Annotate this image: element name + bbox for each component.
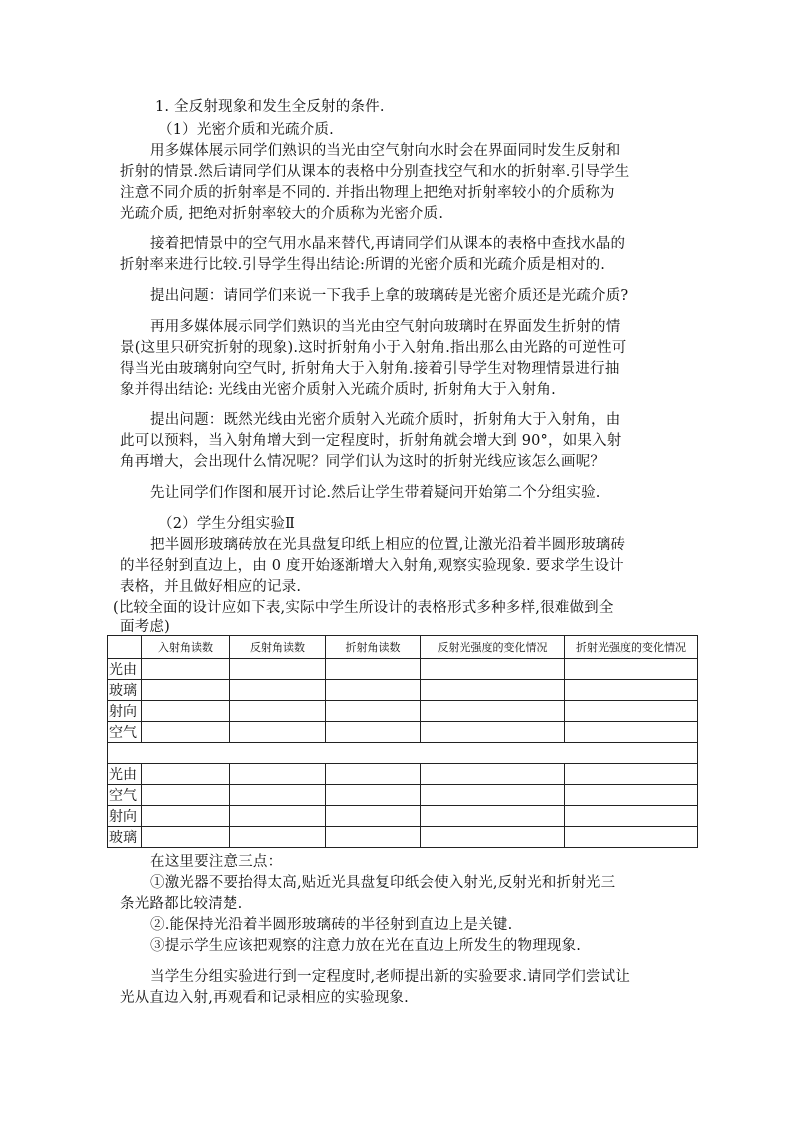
table-cell	[142, 827, 230, 848]
table-cell	[230, 806, 326, 827]
table-cell	[142, 764, 230, 785]
table-cell	[142, 806, 230, 827]
table-header-cell: 反射光强度的变化情况	[421, 636, 565, 659]
table-row	[108, 722, 698, 743]
table-cell	[421, 806, 565, 827]
table-separator-row	[108, 743, 698, 764]
table-row	[108, 764, 698, 785]
table-header-row	[108, 636, 698, 659]
row-label: 空气	[108, 722, 142, 743]
table-cell	[230, 659, 326, 680]
subsection-heading: （2）学生分组实验Ⅱ	[158, 516, 296, 532]
paragraph-line: 用多媒体展示同学们熟识的当光由空气射向水时会在界面同时发生反射和	[150, 143, 621, 159]
table-cell	[565, 701, 698, 722]
paragraph-line: 此可以预料，当入射角增大到一定程度时，折射角就会增大到 90°，如果入射	[120, 433, 622, 449]
table-row	[108, 785, 698, 806]
row-label: 玻璃	[108, 680, 142, 701]
table-cell	[421, 764, 565, 785]
paragraph-line: 提出问题：请同学们来说一下我手上拿的玻璃砖是光密介质还是光疏介质?	[150, 288, 629, 304]
table-cell	[326, 659, 421, 680]
paragraph-line: 当学生分组实验进行到一定程度时,老师提出新的实验要求.请同学们尝试让	[150, 969, 631, 985]
table-row	[108, 827, 698, 848]
paragraph-line: 再用多媒体展示同学们熟识的当光由空气射向玻璃时在界面发生折射的情	[150, 319, 621, 335]
note-line: ①激光器不要抬得太高,贴近光具盘复印纸会使入射光,反射光和折射光三	[150, 875, 616, 891]
row-label: 光由	[108, 764, 142, 785]
paragraph-line: 象并得出结论: 光线由光密介质射入光疏介质时, 折射角大于入射角.	[120, 382, 556, 398]
table-cell	[142, 659, 230, 680]
note-line: ②.能保持光沿着半圆形玻璃砖的半径射到直边上是关键.	[150, 917, 513, 933]
table-cell	[565, 764, 698, 785]
notes-heading: 在这里要注意三点：	[150, 854, 283, 870]
paragraph-line: 景(这里只研究折射的现象).这时折射角小于入射角.指出那么由光路的可逆性可	[120, 340, 627, 356]
table-cell	[565, 659, 698, 680]
table-cell	[421, 680, 565, 701]
subsection-heading: （1）光密介质和光疏介质.	[158, 122, 334, 138]
table-cell	[326, 806, 421, 827]
paragraph-line: 光从直边入射,再观看和记录相应的实验现象.	[120, 990, 409, 1006]
table-cell	[108, 636, 142, 659]
row-label: 光由	[108, 659, 142, 680]
table-cell	[326, 764, 421, 785]
table-cell	[230, 680, 326, 701]
paragraph-line: 先让同学们作图和展开讨论.然后让学生带着疑问开始第二个分组实验.	[150, 485, 601, 501]
paragraph-line: 表格，并且做好相应的记录.	[120, 579, 302, 595]
table-cell	[142, 701, 230, 722]
paragraph-line: 提出问题：既然光线由光密介质射入光疏介质时，折射角大于入射角，由	[150, 412, 621, 428]
paragraph-line: 注意不同介质的折射率是不同的. 并指出物理上把绝对折射率较小的介质称为	[120, 185, 615, 201]
table-cell	[565, 806, 698, 827]
row-label: 射向	[108, 806, 142, 827]
table-cell	[421, 701, 565, 722]
record-table	[107, 635, 698, 848]
table-row	[108, 659, 698, 680]
row-label: 空气	[108, 785, 142, 806]
note-line: 条光路都比较清楚.	[120, 896, 243, 912]
table-header-cell: 反射角读数	[230, 636, 326, 659]
table-cell	[326, 680, 421, 701]
table-header-cell: 折射角读数	[326, 636, 421, 659]
table-cell	[421, 827, 565, 848]
table-header-cell: 折射光强度的变化情况	[565, 636, 698, 659]
paragraph-line: 面考虑)	[120, 619, 170, 635]
table-cell	[108, 743, 698, 764]
table-cell	[565, 722, 698, 743]
paragraph-line: 接着把情景中的空气用水晶来替代,再请同学们从课本的表格中查找水晶的	[150, 236, 626, 252]
table-cell	[565, 680, 698, 701]
table-cell	[142, 680, 230, 701]
table-row	[108, 701, 698, 722]
table-cell	[230, 827, 326, 848]
table-cell	[142, 785, 230, 806]
paragraph-line: 的半径射到直边上，由 0 度开始逐渐增大入射角,观察实验现象. 要求学生设计	[120, 558, 624, 574]
table-cell	[326, 827, 421, 848]
paragraph-line: 得当光由玻璃射向空气时, 折射角大于入射角.接着引导学生对物理情景进行抽	[120, 361, 620, 377]
table-cell	[326, 722, 421, 743]
table-cell	[142, 722, 230, 743]
table-header-cell: 入射角读数	[142, 636, 230, 659]
table-cell	[326, 701, 421, 722]
paragraph-line: 折射率来进行比较.引导学生得出结论:所谓的光密介质和光疏介质是相对的.	[120, 257, 606, 273]
table-cell	[326, 785, 421, 806]
row-label: 玻璃	[108, 827, 142, 848]
table-cell	[421, 722, 565, 743]
paragraph-line: (比较全面的设计应如下表,实际中学生所设计的表格形式多种多样,很难做到全	[113, 600, 614, 616]
row-label: 射向	[108, 701, 142, 722]
table-cell	[421, 785, 565, 806]
table-cell	[230, 701, 326, 722]
table-cell	[230, 785, 326, 806]
note-line: ③提示学生应该把观察的注意力放在光在直边上所发生的物理现象.	[150, 938, 582, 954]
table-cell	[421, 659, 565, 680]
table-cell	[565, 785, 698, 806]
paragraph-line: 把半圆形玻璃砖放在光具盘复印纸上相应的位置,让激光沿着半圆形玻璃砖	[150, 537, 626, 553]
table-cell	[230, 722, 326, 743]
table-row	[108, 680, 698, 701]
paragraph-line: 折射的情景.然后请同学们从课本的表格中分别查找空气和水的折射率.引导学生	[120, 164, 630, 180]
paragraph-line: 光疏介质, 把绝对折射率较大的介质称为光密介质.	[120, 206, 444, 222]
section-heading: 1. 全反射现象和发生全反射的条件.	[155, 99, 385, 115]
table-cell	[565, 827, 698, 848]
table-row	[108, 806, 698, 827]
paragraph-line: 角再增大，会出现什么情况呢？同学们认为这时的折射光线应该怎么画呢？	[120, 454, 606, 470]
table-cell	[230, 764, 326, 785]
